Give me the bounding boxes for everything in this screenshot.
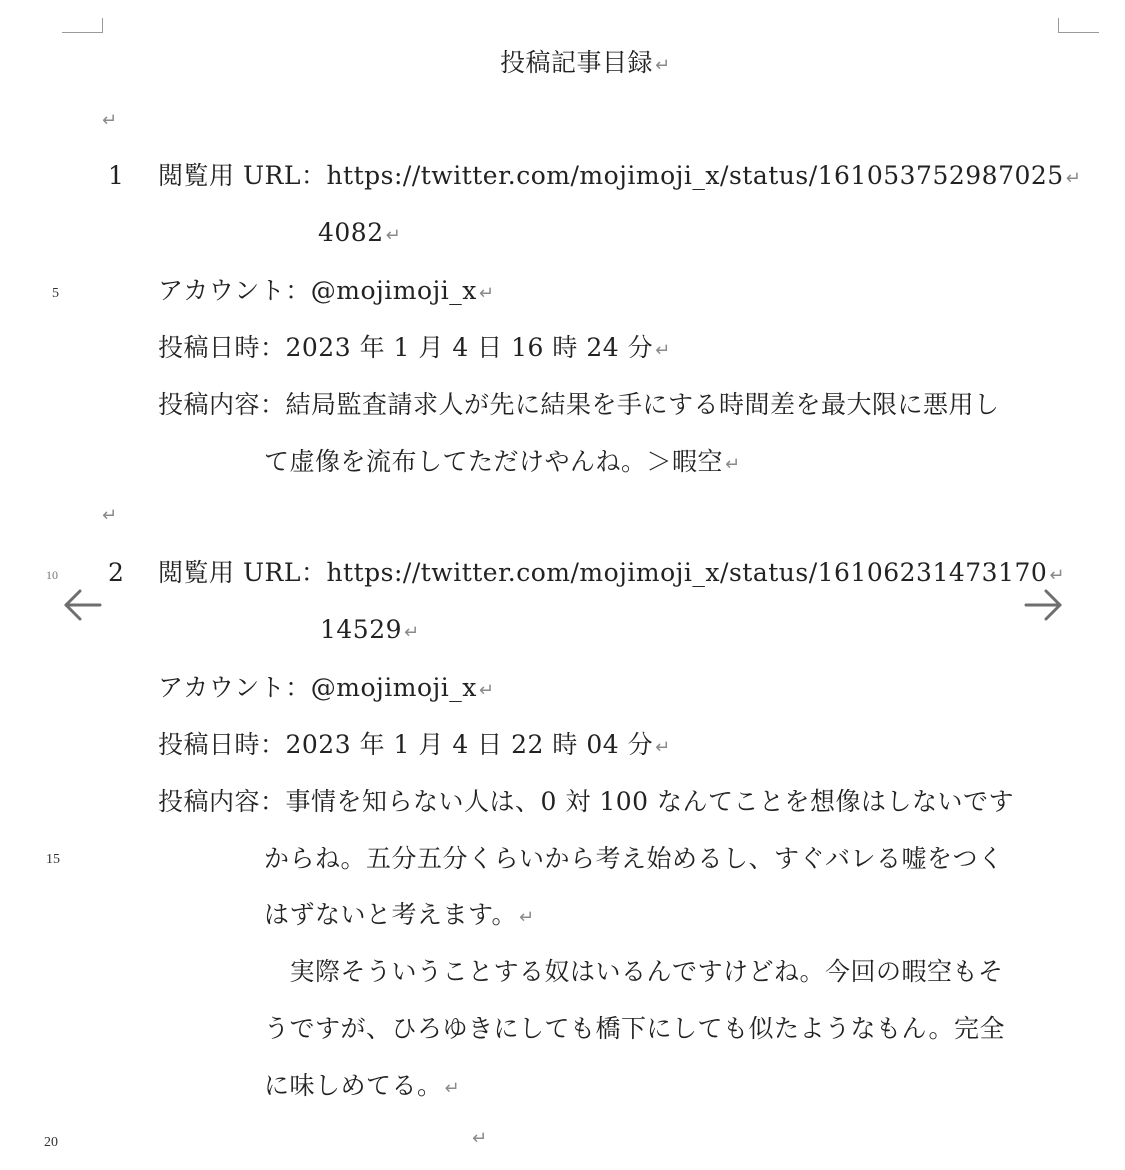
line-number: 5 [52, 286, 59, 301]
date-line [158, 333, 671, 366]
account-text: アカウント：@mojimoji_x [158, 673, 477, 702]
url-continuation [320, 615, 420, 648]
content-line [158, 390, 1000, 420]
content-line [158, 787, 1014, 817]
url-label: 閲覧用 URL： [158, 558, 327, 587]
entry-number: 1 [108, 161, 125, 190]
url-text-cont[interactable]: 4082 [318, 218, 384, 247]
account-line [158, 673, 494, 706]
paragraph-mark: ↵ [655, 340, 671, 361]
empty-paragraph-mark: ↵ [102, 110, 118, 131]
paragraph-mark: ↵ [478, 283, 495, 304]
empty-paragraph-mark: ↵ [472, 1128, 488, 1149]
next-page-button[interactable] [1022, 583, 1066, 627]
content-text: 結局監査請求人が先に結果を手にする時間差を最大限に悪用し [285, 390, 1000, 419]
document-title [500, 48, 671, 81]
paragraph-mark: ↵ [478, 680, 495, 701]
line-number: 20 [44, 1135, 58, 1150]
paragraph-mark: ↵ [1065, 168, 1082, 189]
paragraph-mark: ↵ [655, 737, 671, 758]
date-line [158, 730, 671, 763]
paragraph-mark: ↵ [444, 1078, 461, 1099]
paragraph-mark: ↵ [385, 225, 402, 246]
content-line [264, 1014, 1005, 1044]
url-line [158, 161, 1081, 194]
title-text: 投稿記事目録 [500, 48, 654, 77]
line-number: 15 [46, 852, 60, 867]
paragraph-mark: ↵ [725, 454, 741, 475]
arrow-right-icon [1022, 583, 1066, 627]
arrow-left-icon [60, 583, 104, 627]
entry-number: 2 [108, 558, 125, 587]
crop-mark-top-right [1058, 18, 1099, 33]
content-text: に味しめてる。 [264, 1071, 443, 1100]
content-text: 実際そういうことする奴はいるんですけどね。今回の暇空もそ [264, 957, 1004, 986]
line-number: 10 [46, 568, 58, 582]
url-text-cont[interactable]: 14529 [320, 615, 403, 644]
content-line [264, 900, 535, 933]
content-text: うですが、ひろゆきにしても橋下にしても似たようなもん。完全 [264, 1014, 1006, 1043]
url-text[interactable]: https://twitter.com/mojimoji_x/status/161053752987025 [326, 161, 1064, 190]
content-text: 事情を知らない人は、0 対 100 なんてことを想像はしないです [285, 787, 1014, 816]
empty-paragraph-mark: ↵ [102, 505, 118, 526]
url-continuation [318, 218, 401, 251]
content-label: 投稿内容： [158, 390, 286, 419]
crop-mark-top-left [62, 18, 103, 33]
content-text: て虚像を流布してただけやんね。＞暇空 [264, 447, 724, 476]
content-line [264, 844, 1004, 874]
paragraph-mark: ↵ [404, 622, 420, 643]
content-line [264, 1071, 460, 1104]
prev-page-button[interactable] [60, 583, 104, 627]
content-text: はずないと考えます。 [264, 900, 518, 929]
paragraph-mark: ↵ [655, 55, 671, 76]
url-label: 閲覧用 URL： [158, 161, 327, 190]
paragraph-mark: ↵ [519, 907, 535, 928]
url-text[interactable]: https://twitter.com/mojimoji_x/status/16106231473170 [326, 558, 1048, 587]
content-label: 投稿内容： [158, 787, 286, 816]
account-line [158, 276, 494, 309]
content-line [264, 957, 1004, 987]
date-text: 投稿日時：2023 年 1 月 4 日 22 時 04 分 [158, 730, 654, 759]
date-text: 投稿日時：2023 年 1 月 4 日 16 時 24 分 [158, 333, 654, 362]
account-text: アカウント：@mojimoji_x [158, 276, 477, 305]
paragraph-mark: ↵ [1049, 565, 1065, 586]
content-line [264, 447, 741, 480]
url-line [158, 558, 1065, 591]
content-text: からね。五分五分くらいから考え始めるし、すぐバレる嘘をつく [264, 844, 1004, 873]
